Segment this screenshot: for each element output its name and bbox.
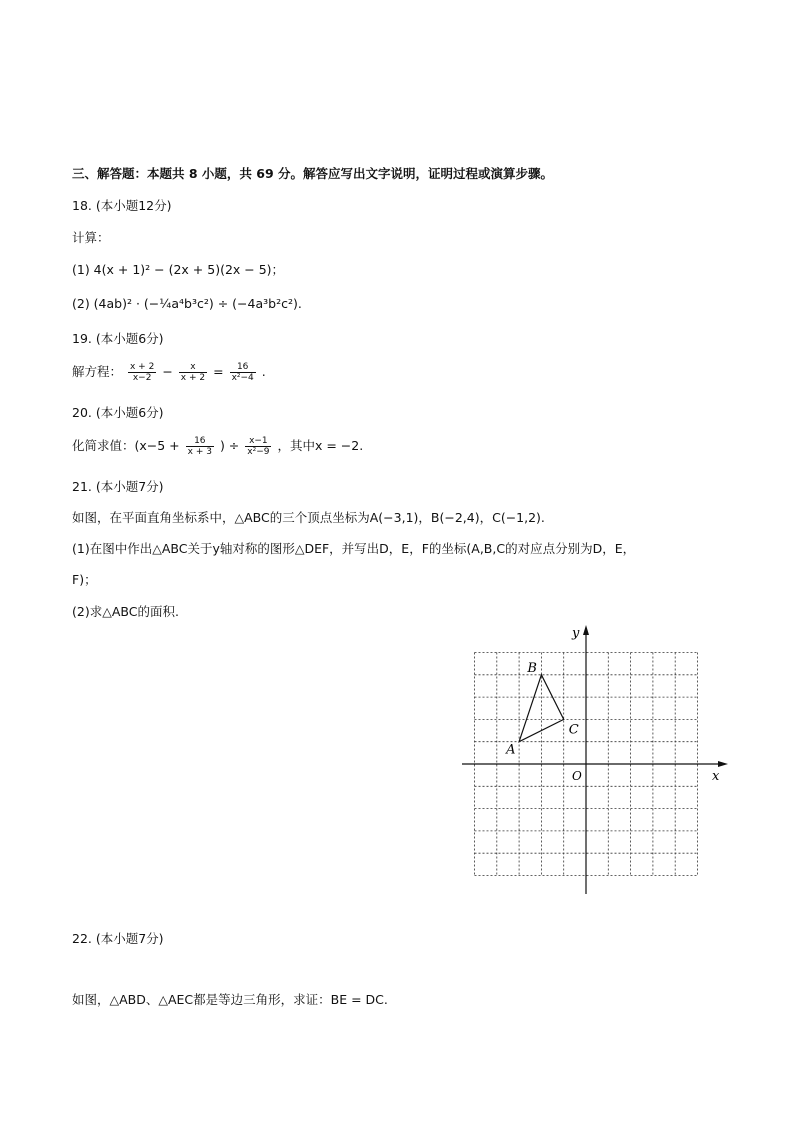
- vertex-label-a: A: [506, 742, 516, 758]
- q19-fraction-3: $\frac{16}{\text{x²−4}}$: [231, 362, 254, 383]
- q21-part1-line2: F)；: [72, 572, 97, 587]
- q19-end: .: [261, 364, 266, 379]
- q20-suffix: ，其中x = −2.: [277, 438, 364, 453]
- q19-fraction-1: $\frac{x + 2}{x-2}$: [130, 362, 155, 383]
- q22-header: 22. (本小题7分): [72, 931, 164, 946]
- q21-stem: 如图，在平面直角坐标系中，△ABC的三个顶点坐标为A(−3,1)，B(−2,4)，C(−1,2).: [72, 510, 545, 525]
- q19-equals: =: [213, 364, 224, 379]
- x-axis-label: x: [712, 769, 720, 784]
- x-axis-arrow-icon: [718, 761, 728, 767]
- q20-prefix: 化简求值：(x−5 +: [72, 438, 180, 453]
- section-heading: 三、解答题：本题共 8 小题，共 69 分。解答应写出文字说明，证明过程或演算步骤。: [72, 166, 554, 181]
- q19-equation: [72, 362, 266, 383]
- vertex-label-c: C: [568, 722, 579, 738]
- q19-fraction-2: $\frac{x}{x + 2}$: [180, 362, 206, 383]
- q21-part2: (2)求△ABC的面积.: [72, 604, 179, 619]
- vertex-label-b: B: [527, 660, 537, 676]
- q22-stem: 如图，△ABD、△AEC都是等边三角形，求证：BE = DC.: [72, 992, 388, 1007]
- q20-mid: ) ÷: [219, 438, 240, 453]
- q20-expression: [72, 436, 363, 457]
- q19-header: 19. (本小题6分): [72, 331, 164, 346]
- y-axis-label: y: [572, 626, 580, 641]
- axes: [462, 625, 728, 894]
- q18-header: 18. (本小题12分): [72, 198, 172, 213]
- origin-label: O: [572, 769, 582, 783]
- q20-header: 20. (本小题6分): [72, 405, 164, 420]
- q19-prefix: 解方程：: [72, 364, 123, 379]
- q21-header: 21. (本小题7分): [72, 479, 164, 494]
- coordinate-grid-figure: [460, 622, 730, 897]
- q20-fraction-2: $\frac{x-1}{\text{x²−9}}$: [247, 436, 270, 457]
- q18-part1: (1) 4(x + 1)² − (2x + 5)(2x − 5)；: [72, 262, 285, 277]
- q18-part2: (2) (4ab)² · (−¼a⁴b³c²) ÷ (−4a³b²c²).: [72, 296, 302, 311]
- q19-minus: −: [162, 364, 173, 379]
- q18-instruction: 计算：: [72, 230, 110, 245]
- q20-fraction-1: $\frac{16}{x + 3}$: [187, 436, 212, 457]
- q21-part1-line1: (1)在图中作出△ABC关于y轴对称的图形△DEF，并写出D，E，F的坐标(A,B,C的对应点分别为D，E，: [72, 541, 636, 556]
- y-axis-arrow-icon: [583, 625, 589, 635]
